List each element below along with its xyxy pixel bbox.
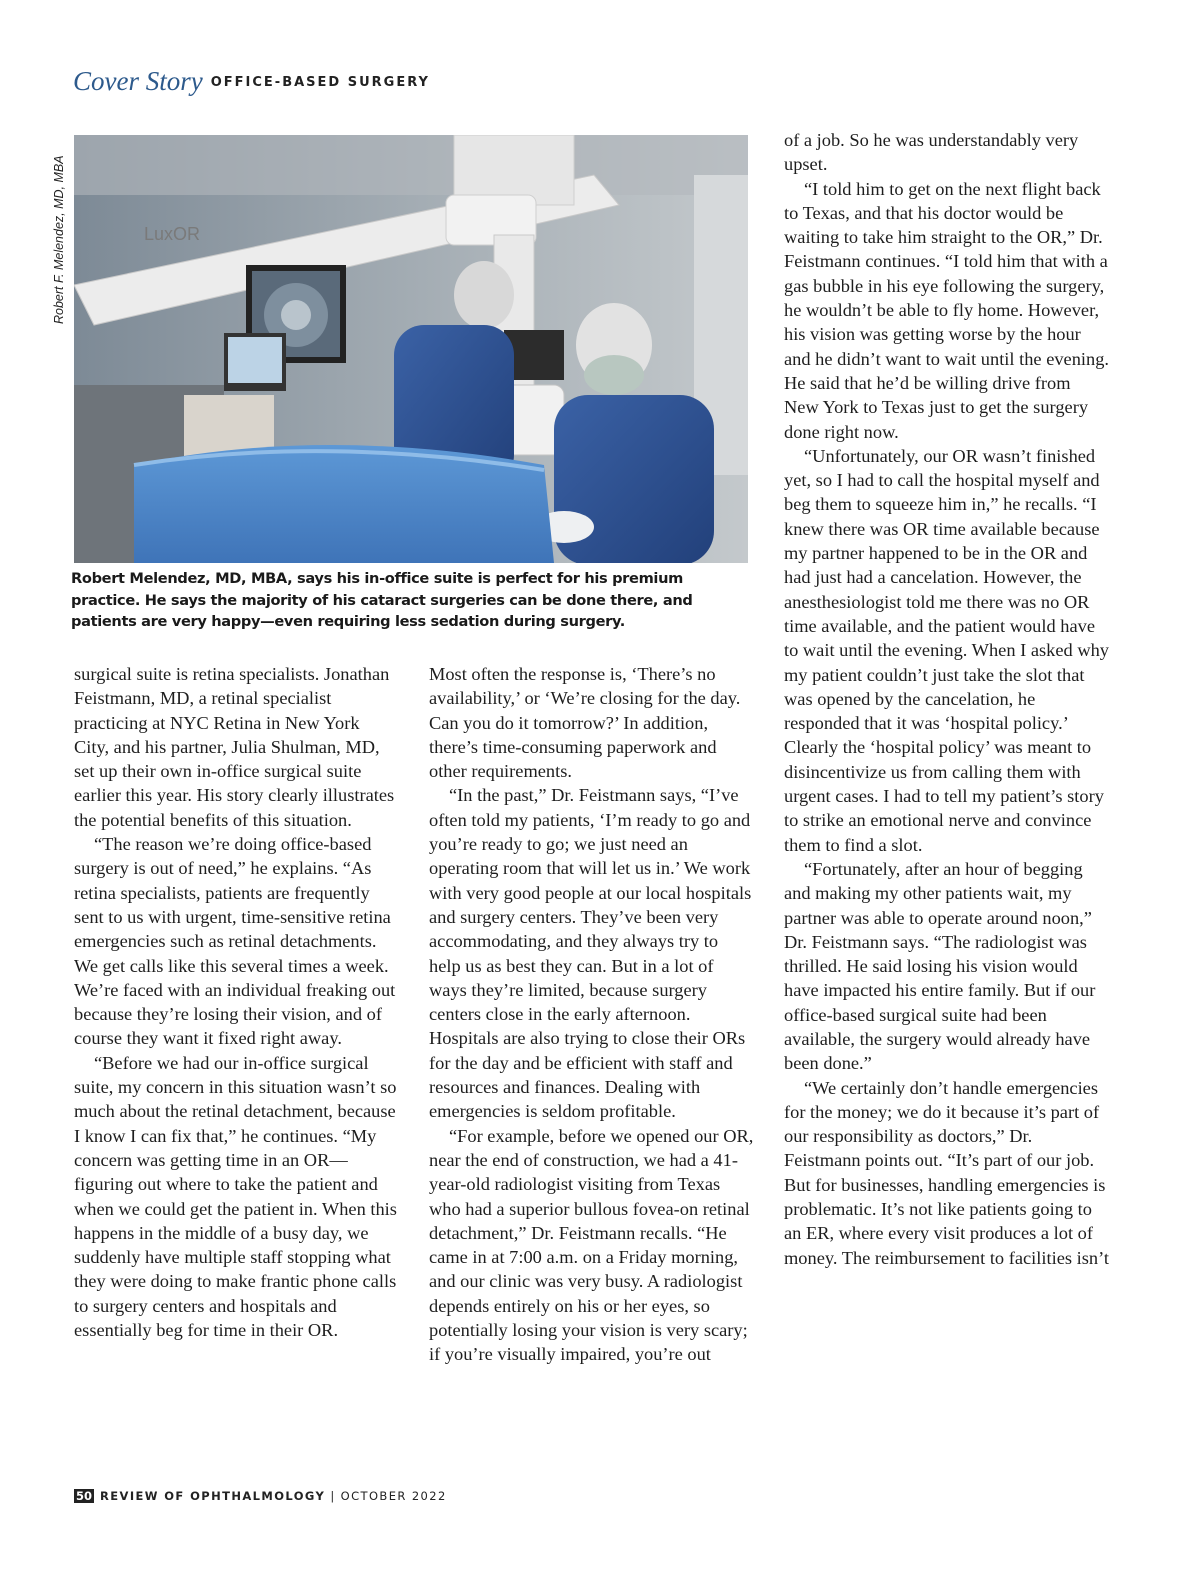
paragraph: “I told him to get on the next flight back to Texas, and that his doctor would be waiting to take him straight to the OR,” Dr. Feistmann continues. “I told him that with a gas bubble in his eye following the surgery, he wouldn’t be able to fly home. However, his vision was getting worse by the hour and he didn’t want to wait until the evening. He said that he’d be willing drive from New York to Texas just to get the surgery done right now.	[784, 178, 1110, 442]
section-topic: OFFICE-BASED SURGERY	[210, 75, 430, 90]
running-header	[73, 66, 430, 100]
paragraph: of a job. So he was understandably very upset.	[784, 130, 1079, 175]
article-column-1	[74, 662, 399, 1342]
paragraph: Most often the response is, ‘There’s no availability,’ or ‘We’re closing for the day. Can you do it tomorrow?’ In addition, there’s time-consuming paperwork and other requirements.	[429, 664, 741, 782]
paragraph: “In the past,” Dr. Feistmann says, “I’ve often told my patients, ‘I’m ready to go and you’re ready to go; we just need an operating room that will let us in.’ We work with very good people at our local hospitals and surgery centers. They’ve been very accommodating, and they always try to help us as best they can. But in a lot of ways they’re limited, because surgery centers close in the early afternoon. Hospitals are also trying to close their ORs for the day and be efficient with staff and resources and finances. Dealing with emergencies is seldom profitable.	[429, 785, 752, 1122]
paragraph: “We certainly don’t handle emergencies for the money; we do it because it’s part of our responsibility as doctors,” Dr. Feistmann points out. “It’s part of our job. But for businesses, handling emergencies is problematic. It’s not like patients going to an ER, where every visit produces a lot of money. The reimbursement to facilities isn’t	[784, 1077, 1109, 1268]
section-label: Cover Story	[73, 66, 203, 96]
paragraph: “Before we had our in-office surgical suite, my concern in this situation wasn’t so much about the retinal detachment, because I know I can fix that,” he continues. “My concern was getting time in an OR—figuring out where to take the patient and when we could get the patient in. When this happens in the middle of a busy day, we suddenly have multiple staff stopping what they were doing to make frantic phone calls to surgery centers and hospitals and essentially beg for time in their OR.	[74, 1052, 397, 1341]
operating-room-illustration	[74, 135, 748, 563]
photo-credit	[52, 134, 74, 324]
paragraph: “The reason we’re doing office-based surgery is out of need,” he explains. “As retina specialists, patients are frequently sent to us with urgent, time-sensitive retina emergencies such as retinal detachments. We get calls like this several times a week. We’re faced with an individual freaking out because they’re losing their vision, and of course they want it fixed right away.	[74, 834, 396, 1049]
page-footer	[74, 1489, 447, 1503]
luxor-logo: LuxOR	[144, 224, 201, 244]
photo-caption: Robert Melendez, MD, MBA, says his in-office suite is perfect for his premium practice. He says the majority of his cataract surgeries can be done there, and patients are very happy—even requiring less sedation during surgery.	[71, 570, 693, 630]
photo-credit-text: Robert F. Melendez, MD, MBA	[52, 155, 66, 324]
paragraph: “Fortunately, after an hour of begging and making my other patients wait, my partner was able to operate around noon,” Dr. Feistmann says. “The radiologist was thrilled. He said losing his vision would have impacted his entire family. But if our office-based surgical suite had been available, the surgery would already have been done.”	[784, 858, 1096, 1074]
footer-separator: |	[330, 1489, 336, 1503]
surgery-photo	[74, 135, 748, 563]
page-number: 50	[76, 1489, 93, 1503]
paragraph: surgical suite is retina specialists. Jonathan Feistmann, MD, a retinal specialist practicing at NYC Retina in New York City, and his partner, Julia Shulman, MD, set up their own in-office surgical suite earlier this year. His story clearly illustrates the potential benefits of this situation.	[74, 664, 395, 830]
article-column-3	[784, 128, 1109, 1270]
paragraph: “Unfortunately, our OR wasn’t finished yet, so I had to call the hospital myself and beg them to squeeze him in,” he recalls. “I knew there was OR time available because my partner happened to be in the OR and had just had a cancelation. However, the anesthesiologist told me there was no OR time available, and the patient would have to wait until the evening. When I asked why my patient couldn’t just take the slot that was opened by the cancelation, he responded that it was ‘hospital policy.’ Clearly the ‘hospital policy’ was meant to disincentivize us from calling them with urgent cases. I had to tell my patient’s story to strike an emotional nerve and convince them to find a slot.	[784, 445, 1109, 855]
article-column-2	[429, 662, 754, 1367]
publication-name: REVIEW OF OPHTHALMOLOGY	[100, 1489, 326, 1503]
paragraph: “For example, before we opened our OR, near the end of construction, we had a 41-year-old radiologist visiting from Texas who had a superior bullous fovea-on retinal detachment,” Dr. Feistmann recalls. “He came in at 7:00 a.m. on a Friday morning, and our clinic was very busy. A radiologist depends entirely on his or her eyes, so potentially losing your vision is very scary; if you’re visually impaired, you’re out	[429, 1125, 754, 1365]
issue-date: OCTOBER 2022	[340, 1489, 447, 1503]
